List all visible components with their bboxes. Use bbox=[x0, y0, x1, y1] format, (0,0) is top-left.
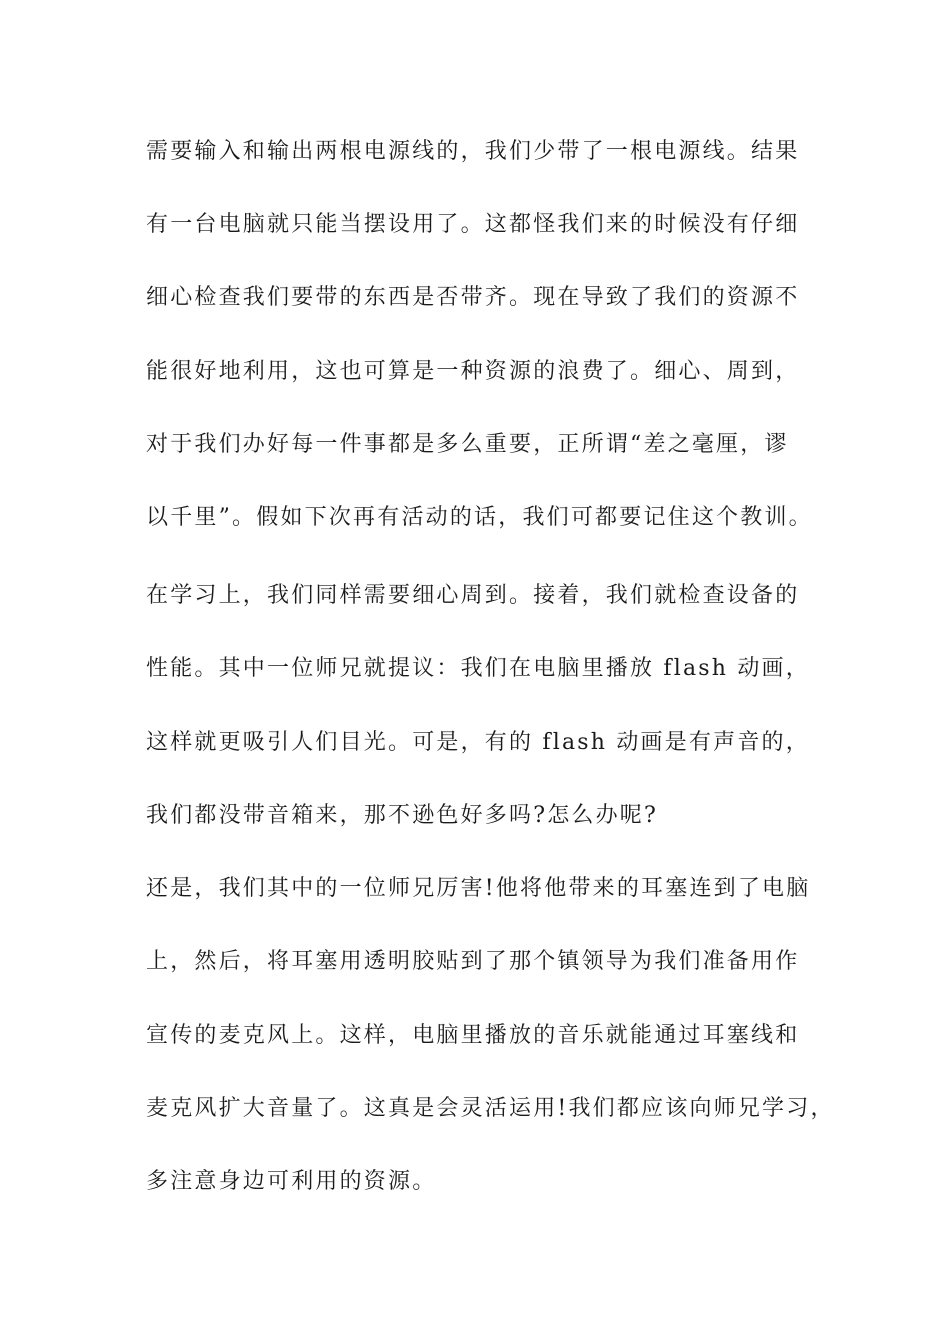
text-line: 我们都没带音箱来，那不逊色好多吗?怎么办呢? bbox=[146, 803, 658, 828]
text-line: 对于我们办好每一件事都是多么重要，正所谓“差之毫厘，谬 bbox=[146, 432, 789, 457]
text-line: 有一台电脑就只能当摆设用了。这都怪我们来的时候没有仔细 bbox=[146, 212, 800, 237]
text-line: 细心检查我们要带的东西是否带齐。现在导致了我们的资源不 bbox=[146, 285, 800, 310]
text-line: 宣传的麦克风上。这样，电脑里播放的音乐就能通过耳塞线和 bbox=[146, 1023, 800, 1048]
text-line: 需要输入和输出两根电源线的，我们少带了一根电源线。结果 bbox=[146, 139, 800, 164]
text-line: 能很好地利用，这也可算是一种资源的浪费了。细心、周到， bbox=[146, 359, 800, 384]
text-line: 多注意身边可利用的资源。 bbox=[146, 1169, 437, 1194]
text-line: 以千里”。假如下次再有活动的话，我们可都要记住这个教训。 bbox=[146, 505, 813, 530]
text-line: 在学习上，我们同样需要细心周到。接着，我们就检查设备的 bbox=[146, 583, 800, 608]
text-line: 麦克风扩大音量了。这真是会灵活运用!我们都应该向师兄学习， bbox=[146, 1096, 835, 1121]
text-line: 还是，我们其中的一位师兄厉害!他将他带来的耳塞连到了电脑 bbox=[146, 876, 811, 901]
text-line: 这样就更吸引人们目光。可是，有的 flash 动画是有声音的， bbox=[146, 730, 810, 755]
text-line: 性能。其中一位师兄就提议：我们在电脑里播放 flash 动画， bbox=[146, 656, 810, 681]
text-line: 上，然后，将耳塞用透明胶贴到了那个镇领导为我们准备用作 bbox=[146, 949, 800, 974]
